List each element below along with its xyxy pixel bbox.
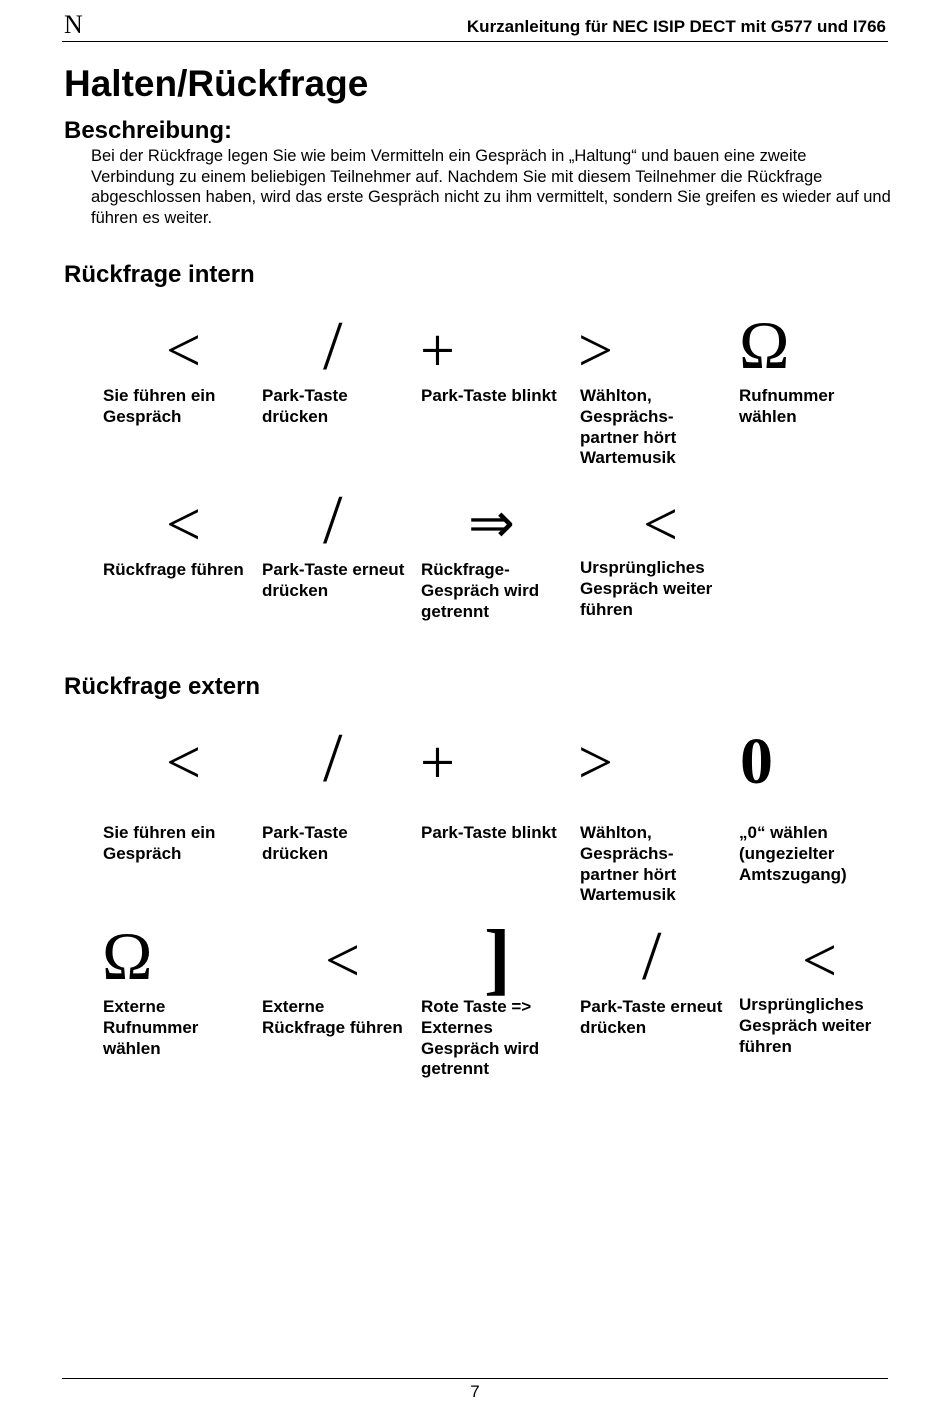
step-label: Rote Taste => Externes Gespräch wird getrennt bbox=[421, 997, 540, 1079]
step-label: Ursprüngliches Gespräch weiter führen bbox=[580, 558, 713, 619]
consultation-call-symbol: < bbox=[166, 491, 201, 559]
dial-number-symbol: Ω bbox=[739, 307, 790, 383]
page-number: 7 bbox=[470, 1382, 480, 1401]
park-key-symbol: / bbox=[642, 918, 662, 995]
step-label: Park-Taste erneut drücken bbox=[262, 560, 405, 600]
park-key-symbol: / bbox=[323, 482, 343, 559]
dial-tone-symbol: > bbox=[578, 317, 613, 385]
step-label: Rückfrage führen bbox=[103, 560, 244, 579]
step-label: Wählton, Gesprächs-partner hört Wartemusik bbox=[580, 823, 677, 905]
park-key-symbol: / bbox=[323, 308, 343, 385]
step-label: Park-Taste blinkt bbox=[421, 386, 557, 405]
red-key-symbol: ] bbox=[484, 915, 511, 1003]
resume-call-symbol: < bbox=[643, 491, 678, 559]
resume-call-symbol: < bbox=[802, 927, 837, 995]
step-label: Ursprüngliches Gespräch weiter führen bbox=[739, 995, 872, 1056]
call-disconnected-symbol: ⇒ bbox=[468, 493, 515, 555]
section-heading-intern: Rückfrage intern bbox=[64, 261, 255, 288]
step-label: „0“ wählen (ungezielter Amtszugang) bbox=[739, 823, 847, 884]
park-key-blink-symbol: + bbox=[420, 729, 455, 797]
footer-divider bbox=[62, 1378, 888, 1379]
step-label: Sie führen ein Gespräch bbox=[103, 823, 216, 863]
company-logo-letter: N bbox=[64, 10, 83, 39]
park-key-symbol: / bbox=[323, 720, 343, 797]
description-heading: Beschreibung: bbox=[64, 117, 233, 144]
header-divider bbox=[62, 41, 888, 42]
step-label: Externe Rückfrage führen bbox=[262, 997, 403, 1037]
step-label: Rückfrage-Gespräch wird getrennt bbox=[421, 560, 540, 621]
call-active-symbol: < bbox=[166, 317, 201, 385]
section-heading-extern: Rückfrage extern bbox=[64, 673, 261, 700]
step-label: Park-Taste drücken bbox=[262, 823, 348, 863]
document-title: Kurzanleitung für NEC ISIP DECT mit G577 und I766 bbox=[466, 17, 886, 36]
step-label: Sie führen ein Gespräch bbox=[103, 386, 216, 426]
dial-external-number-symbol: Ω bbox=[102, 918, 153, 994]
external-consultation-symbol: < bbox=[325, 927, 360, 995]
step-label: Wählton, Gesprächs-partner hört Wartemusik bbox=[580, 386, 677, 468]
park-key-blink-symbol: + bbox=[420, 317, 455, 385]
step-label: Park-Taste drücken bbox=[262, 386, 348, 426]
step-label: Rufnummer wählen bbox=[739, 386, 835, 426]
description-text: Bei der Rückfrage legen Sie wie beim Vermitteln ein Gespräch in „Haltung“ und bauen eine zweite Verbindung zu einem beliebigen Teilnehmer auf. Nachdem Sie mit diesem Teilnehmer die Rückfrage abgeschlossen haben, wird das erste Gespräch nicht zu ihm vermittelt, sondern Sie greifen es wieder auf und führen es weiter. bbox=[91, 147, 891, 228]
step-label: Externe Rufnummer wählen bbox=[103, 997, 199, 1058]
dial-tone-symbol: > bbox=[578, 729, 613, 797]
step-label: Park-Taste blinkt bbox=[421, 823, 557, 842]
step-label: Park-Taste erneut drücken bbox=[580, 997, 723, 1037]
page-title: Halten/Rückfrage bbox=[64, 63, 369, 104]
call-active-symbol: < bbox=[166, 729, 201, 797]
dial-zero-symbol: 0 bbox=[740, 725, 773, 798]
